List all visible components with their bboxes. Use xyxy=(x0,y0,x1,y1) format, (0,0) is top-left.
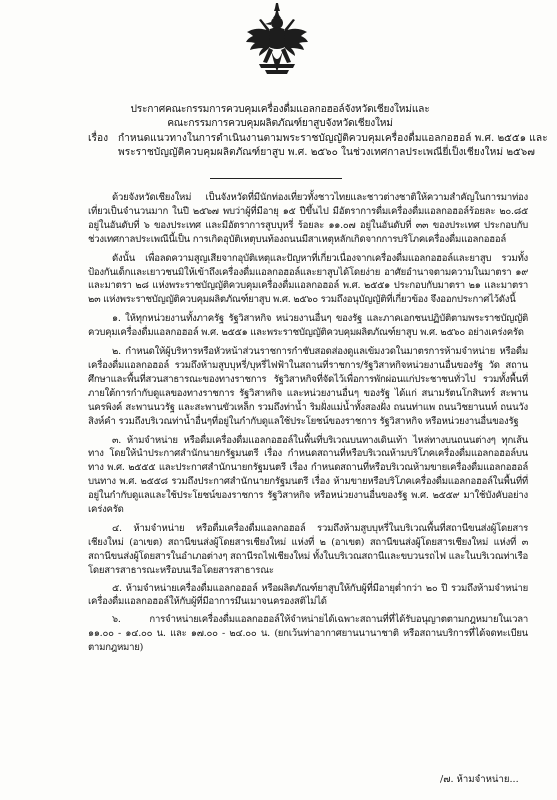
divider-rule xyxy=(210,178,342,179)
document-body xyxy=(88,191,528,660)
subject-line-2: พระราชบัญญัติควบคุมผลิตภัณฑ์ยาสูบ พ.ศ. ๒๕๖๐ ในช่วงเทศกาลประเพณียี่เป็งเชียงใหม่ ๒๕๖๗ xyxy=(118,146,535,158)
paragraph-authority: ดังนั้น เพื่อลดความสูญเสียจากอุบัติเหตุและปัญหาที่เกี่ยวเนื่องจากเครื่องดื่มแอลกอฮอล์และยาสูบ รวมทั้งป้องกันเด็กและเยาวชนมิให้เข้าถึงเครื่องดื่มแอลกอฮอล์และยาสูบได้โดยง่าย อาศัยอำนาจตามความในมาตรา ๑๙ และมาตรา ๒๘ แห่งพระราชบัญญัติควบคุมเครื่องดื่มแอลกอฮอล์ พ.ศ. ๒๕๕๑ ประกอบกับมาตรา ๒๑ และมาตรา ๒๓ แห่งพระราชบัญญัติควบคุมผลิตภัณฑ์ยาสูบ พ.ศ. ๒๕๖๐ รวมถึงอนุบัญญัติที่เกี่ยวข้อง จึงออกประกาศไว้ดังนี้ xyxy=(88,252,528,306)
paragraph-item-2: ๒. กำหนดให้ผู้บริหารหรือหัวหน้าส่วนราชการกำชับสอดส่องดูแลเข้มงวดในมาตรการห้ามจำหน่าย หรือดื่มเครื่องดื่มแอลกอฮอล์ รวมถึงห้ามสูบบุหรี่/บุหรี่ไฟฟ้าในสถานที่ราชการ/รัฐวิสาหกิจหน่วยงานอื่นของรัฐ วัด สถานศึกษาและพื้นที่สวนสาธารณะของทางราชการ รัฐวิสาหกิจที่จัดไว้เพื่อการพักผ่อนแก่ประชาชนทั่วไป รวมทั้งพื้นที่ภายใต้การกำกับดูแลของทางราชการ รัฐวิสาหกิจ และหน่วยงานอื่นๆ ของรัฐ ได้แก่ สนามรัตนโกสินทร์ สะพานนครพิงค์ สะพานนวรัฐ และสะพานขัวเหล็ก รวมถึงท่าน้ำ ริมฝั่งแม่น้ำทั้งสองฝั่ง ถนนท่าแพ ถนนวิชยานนท์ ถนนวังสิงห์คำ รวมถึงบริเวณท่าน้ำอื่นๆที่อยู่ในกำกับดูแลใช้ประโยชน์ของราชการ รัฐวิสาหกิจ หรือหน่วยงานอื่นของรัฐ xyxy=(88,346,528,427)
paragraph-item-3: ๓. ห้ามจำหน่าย หรือดื่มเครื่องดื่มแอลกอฮอล์ในพื้นที่บริเวณบนทางเดินเท้า ไหล่ทางบนถนนต่างๆ ทุกเส้นทาง โดยให้นำประกาศสำนักนายกรัฐมนตรี เรื่อง กำหนดสถานที่หรือบริเวณห้ามบริโภคเครื่องดื่มแอลกอฮอล์บนทาง พ.ศ. ๒๕๕๕ และประกาศสำนักนายกรัฐมนตรี เรื่อง กำหนดสถานที่หรือบริเวณห้ามขายเครื่องดื่มแอลกอฮอล์บนทาง พ.ศ. ๒๕๕๘ รวมถึงประกาศสำนักนายกรัฐมนตรี เรื่อง ห้ามขายหรือบริโภคเครื่องดื่มแอลกอฮอล์ในพื้นที่ที่อยู่ในกำกับดูแลและใช้ประโยชน์ของราชการ รัฐวิสาหกิจ หรือหน่วยงานอื่นของรัฐ พ.ศ. ๒๕๕๙ มาใช้บังคับอย่างเคร่งครัด xyxy=(88,434,528,516)
page-continuation: /๗. ห้ามจำหน่าย... xyxy=(440,774,519,785)
heading-line-2: คณะกรรมการควบคุมผลิตภัณฑ์ยาสูบจังหวัดเชียงใหม่ xyxy=(167,118,393,129)
subject-block xyxy=(88,132,548,159)
paragraph-item-5: ๕. ห้ามจำหน่ายเครื่องดื่มแอลกอฮอล์ หรือผลิตภัณฑ์ยาสูบให้กับผู้ที่มีอายุต่ำกว่า ๒๐ ปี รวมถึงห้ามจำหน่ายเครื่องดื่มแอลกอฮอล์ให้กับผู้ที่มีอาการมึนเมาจนครองสติไม่ได้ xyxy=(88,582,528,608)
paragraph-item-4: ๔. ห้ามจำหน่าย หรือดื่มเครื่องดื่มแอลกอฮอล์ รวมถึงห้ามสูบบุหรี่ในบริเวณพื้นที่สถานีขนส่งผู้โดยสารเชียงใหม่ (อาเขต) สถานีขนส่งผู้โดยสารเชียงใหม่ แห่งที่ ๒ (อาเขต) สถานีขนส่งผู้โดยสารเชียงใหม่ แห่งที่ ๓ สถานีขนส่งผู้โดยสารในอำเภอต่างๆ สถานีรถไฟเชียงใหม่ ทั้งในบริเวณสถานีและขบวนรถไฟ และในบริเวณท่าเรือโดยสารสาธารณะหรือบนเรือโดยสารสาธารณะ xyxy=(88,522,528,576)
paragraph-item-6: ๖. การจำหน่ายเครื่องดื่มแอลกอฮอล์ให้จำหน่ายได้เฉพาะสถานที่ที่ได้รับอนุญาตตามกฎหมายในเวลา ๑๑.๐๐ - ๑๔.๐๐ น. และ ๑๗.๐๐ - ๒๔.๐๐ น. (ยกเว้นท่าอากาศยานนานาชาติ หรือสถานบริการที่ได้จดทะเบียนตามกฎหมาย) xyxy=(88,614,528,654)
garuda-emblem xyxy=(245,2,309,88)
paragraph-intro: ด้วยจังหวัดเชียงใหม่ เป็นจังหวัดที่มีนักท่องเที่ยวทั้งชาวไทยและชาวต่างชาติให้ความสำคัญในการมาท่องเที่ยวเป็นจำนวนมาก ในปี ๒๕๖๗ พบว่าผู้ที่มีอายุ ๑๕ ปีขึ้นไป มีอัตราการดื่มเครื่องดื่มแอลกอฮอล์ร้อยละ ๒๐.๘๕ อยู่ในอันดับที่ ๖ ของประเทศ และมีอัตราการสูบบุหรี่ ร้อยละ ๑๑.๐๗ อยู่ในอันดับที่ ๓๓ ของประเทศ ประกอบกับช่วงเทศกาลประเพณีนี้เป็น การเกิดอุบัติเหตุบนท้องถนนมีสาเหตุหลักเกิดจากการบริโภคเครื่องดื่มแอลกอฮอล์ xyxy=(88,192,528,245)
heading-line-1: ประกาศคณะกรรมการควบคุมเครื่องดื่มแอลกอฮอล์จังหวัดเชียงใหม่และ xyxy=(130,104,430,115)
subject-label: เรื่อง xyxy=(88,133,109,144)
paragraph-item-1: ๑. ให้ทุกหน่วยงานทั้งภาครัฐ รัฐวิสาหกิจ หน่วยงานอื่นๆ ของรัฐ และภาคเอกชนปฏิบัติตามพระราชบัญญัติควบคุมเครื่องดื่มแอลกอฮอล์ พ.ศ. ๒๕๕๑ และพระราชบัญญัติควบคุมผลิตภัณฑ์ยาสูบ พ.ศ. ๒๕๖๐ อย่างเคร่งครัด xyxy=(88,313,528,339)
subject-line-1: กำหนดแนวทางในการดำเนินงานตามพระราชบัญญัติควบคุมเครื่องดื่มแอลกอฮอล์ พ.ศ. ๒๕๕๑ และ xyxy=(118,133,548,144)
